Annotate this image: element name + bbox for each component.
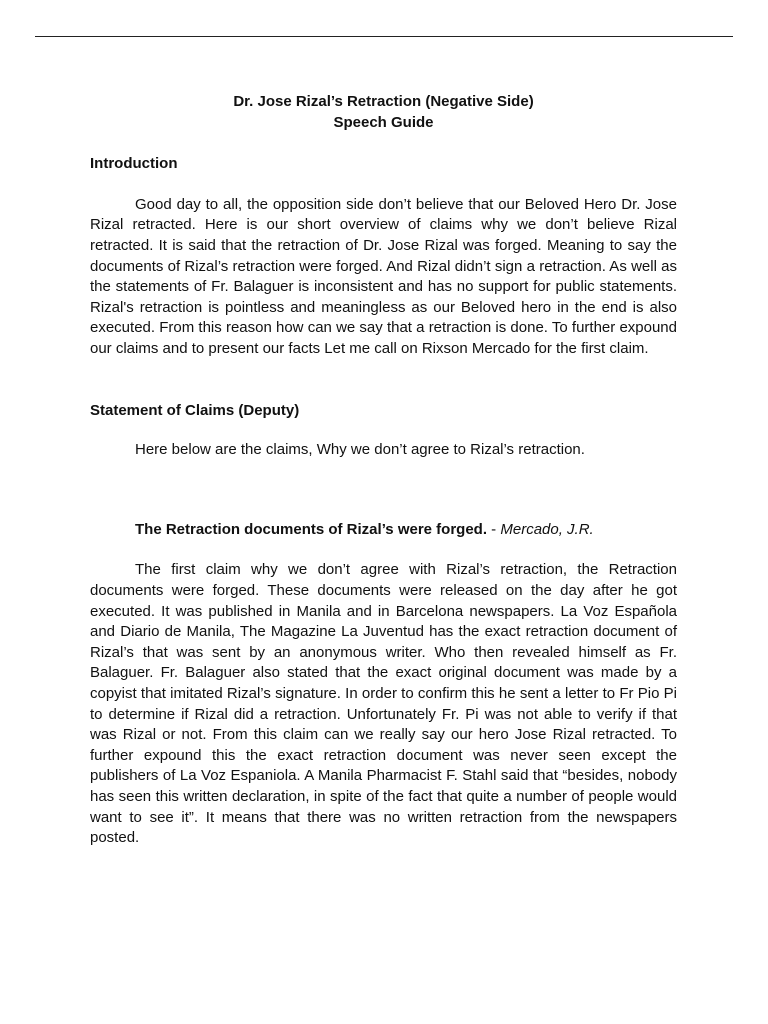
introduction-paragraph: Good day to all, the opposition side don’t believe that our Beloved Hero Dr. Jose Rizal retracted. Here is our short overview of claims why we don’t believe Rizal retracted. It is said that the retraction of Dr. Jose Rizal was forged. Meaning to say the documents of Rizal’s retraction were forged. And Rizal didn’t sign a retraction. As well as the statements of Fr. Balaguer is inconsistent and has no support for public statements. Rizal's retraction is pointless and meaningless as our Beloved hero in the end is also executed. From this reason how can we say that a retraction is done. To further expound our claims and to present our facts Let me call on Rixson Mercado for the first claim. [90, 195, 677, 358]
statement-of-claims-paragraph: Here below are the claims, Why we don’t agree to Rizal’s retraction. [135, 441, 585, 459]
document-subtitle: Speech Guide [333, 113, 434, 131]
claim-heading [90, 520, 677, 541]
introduction-heading: Introduction [90, 154, 178, 172]
claim-paragraph: The first claim why we don’t agree with Rizal’s retraction, the Retraction documents were forged. These documents were released on the day after he got executed. It was published in Manila and in Barcelona newspapers. La Voz Española and Diario de Manila, The Magazine La Juventud has the exact retraction document of Rizal’s that was sent by an anonymous writer. Who then revealed himself as Fr. Balaguer. Fr. Balaguer also stated that the exact original document was made by a copyist that imitated Rizal’s signature. In order to confirm this he sent a letter to Fr Pio Pi to determine if Rizal did a retraction. Unfortunately Fr. Pi was not able to verify if that was Rizal or not. From this claim can we really say our hero Jose Rizal retracted. To further expound this the exact retraction document was never seen except the publishers of La Voz Espaniola. A Manila Pharmacist F. Stahl said that “besides, nobody has seen this written declaration, in spite of the fact that quite a number of people would want to see it”. It means that there was no written retraction from the newspapers posted. [90, 561, 677, 847]
claim-separator: - [487, 521, 501, 539]
claim-title: The Retraction documents of Rizal’s were forged. [135, 521, 488, 539]
statement-of-claims-heading: Statement of Claims (Deputy) [90, 402, 300, 420]
document-title: Dr. Jose Rizal’s Retraction (Negative Side) [233, 93, 534, 110]
document-body [90, 92, 677, 849]
claim-author: Mercado, J.R. [500, 521, 594, 539]
page-top-rule [35, 36, 733, 37]
